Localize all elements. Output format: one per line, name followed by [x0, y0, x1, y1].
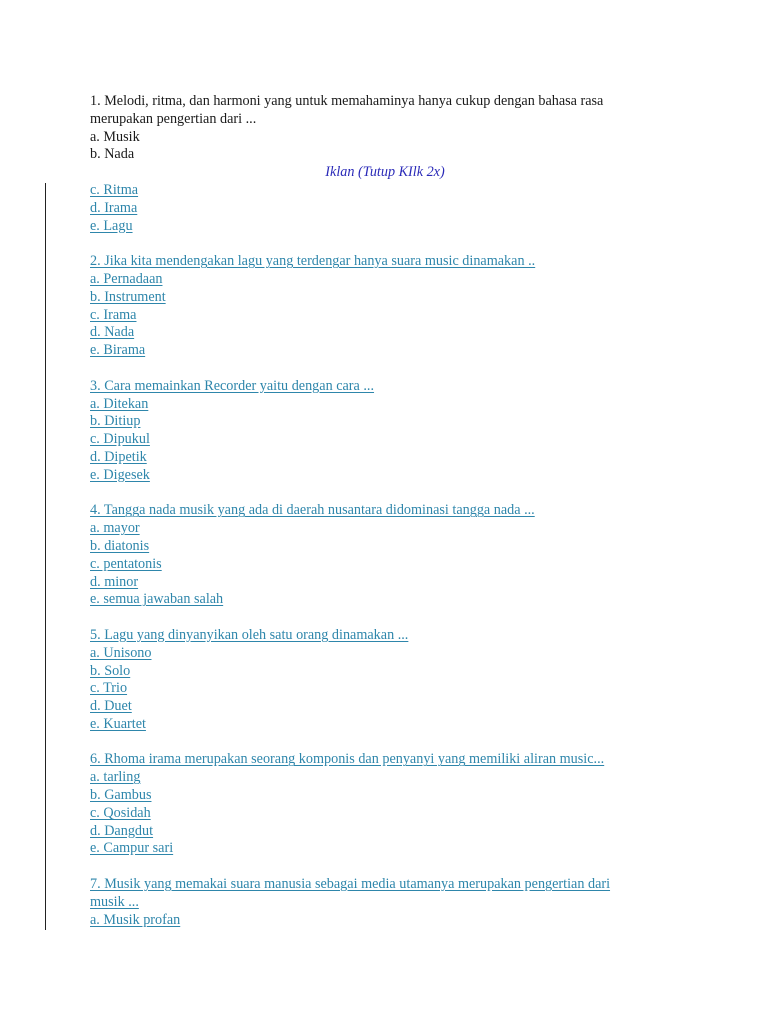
question-7-option-a[interactable]: a. Musik profan — [90, 911, 181, 928]
question-2-option-e[interactable]: e. Birama — [90, 342, 146, 359]
question-2-option-d[interactable]: d. Nada — [90, 324, 135, 341]
question-7-text-line-1[interactable]: 7. Musik yang memakai suara manusia sebagai media utamanya merupakan pengertian dari — [90, 876, 611, 893]
question-1-option-b: b. Nada — [90, 146, 135, 163]
question-2-option-a[interactable]: a. Pernadaan — [90, 270, 163, 287]
question-3-option-d[interactable]: d. Dipetik — [90, 448, 147, 465]
question-4 — [90, 502, 650, 609]
question-1-option-c[interactable]: c. Ritma — [90, 181, 139, 198]
question-4-option-a[interactable]: a. mayor — [90, 520, 140, 537]
question-7 — [90, 876, 650, 929]
question-3-option-a[interactable]: a. Ditekan — [90, 395, 149, 412]
question-3-text[interactable]: 3. Cara memainkan Recorder yaitu dengan cara ... — [90, 377, 375, 394]
question-3-option-e[interactable]: e. Digesek — [90, 466, 150, 483]
question-5-option-b[interactable]: b. Solo — [90, 662, 131, 679]
question-5-option-c[interactable]: c. Trio — [90, 680, 128, 697]
question-2-text[interactable]: 2. Jika kita mendengakan lagu yang terdengar hanya suara music dinamakan .. — [90, 253, 536, 270]
ad-close-link[interactable]: Iklan (Tutup KIlk 2x) — [325, 164, 445, 181]
question-2 — [90, 253, 650, 360]
margin-rule — [45, 183, 46, 930]
question-1 — [90, 93, 650, 235]
question-5-text[interactable]: 5. Lagu yang dinyanyikan oleh satu orang dinamakan ... — [90, 626, 409, 643]
question-5-option-e[interactable]: e. Kuartet — [90, 715, 146, 732]
question-6-option-a[interactable]: a. tarling — [90, 769, 141, 786]
question-1-option-a: a. Musik — [90, 128, 140, 145]
question-5-option-a[interactable]: a. Unisono — [90, 644, 152, 661]
question-6-text[interactable]: 6. Rhoma irama merupakan seorang komponis dan penyanyi yang memiliki aliran music... — [90, 751, 605, 768]
question-6 — [90, 751, 650, 858]
question-1-option-e[interactable]: e. Lagu — [90, 217, 133, 234]
question-4-option-c[interactable]: c. pentatonis — [90, 555, 162, 572]
question-6-option-e[interactable]: e. Campur sari — [90, 840, 174, 857]
question-6-option-d[interactable]: d. Dangdut — [90, 822, 154, 839]
question-3 — [90, 378, 650, 485]
question-1-text-line-2: merupakan pengertian dari ... — [90, 110, 257, 127]
question-4-option-e[interactable]: e. semua jawaban salah — [90, 591, 224, 608]
question-1-option-d[interactable]: d. Irama — [90, 199, 138, 216]
question-4-text[interactable]: 4. Tangga nada musik yang ada di daerah nusantara didominasi tangga nada ... — [90, 502, 535, 519]
question-5 — [90, 627, 650, 734]
question-3-option-c[interactable]: c. Dipukul — [90, 431, 150, 448]
question-2-option-b[interactable]: b. Instrument — [90, 288, 166, 305]
question-6-option-b[interactable]: b. Gambus — [90, 787, 152, 804]
document-body — [90, 93, 650, 929]
question-3-option-b[interactable]: b. Ditiup — [90, 413, 141, 430]
question-6-option-c[interactable]: c. Qosidah — [90, 804, 151, 821]
question-2-option-c[interactable]: c. Irama — [90, 306, 137, 323]
question-7-text-line-2[interactable]: musik ... — [90, 893, 139, 910]
question-5-option-d[interactable]: d. Duet — [90, 698, 132, 715]
question-4-option-d[interactable]: d. minor — [90, 573, 139, 590]
question-4-option-b[interactable]: b. diatonis — [90, 537, 150, 554]
question-1-text-line-1: 1. Melodi, ritma, dan harmoni yang untuk memahaminya hanya cukup dengan bahasa rasa — [90, 93, 604, 109]
